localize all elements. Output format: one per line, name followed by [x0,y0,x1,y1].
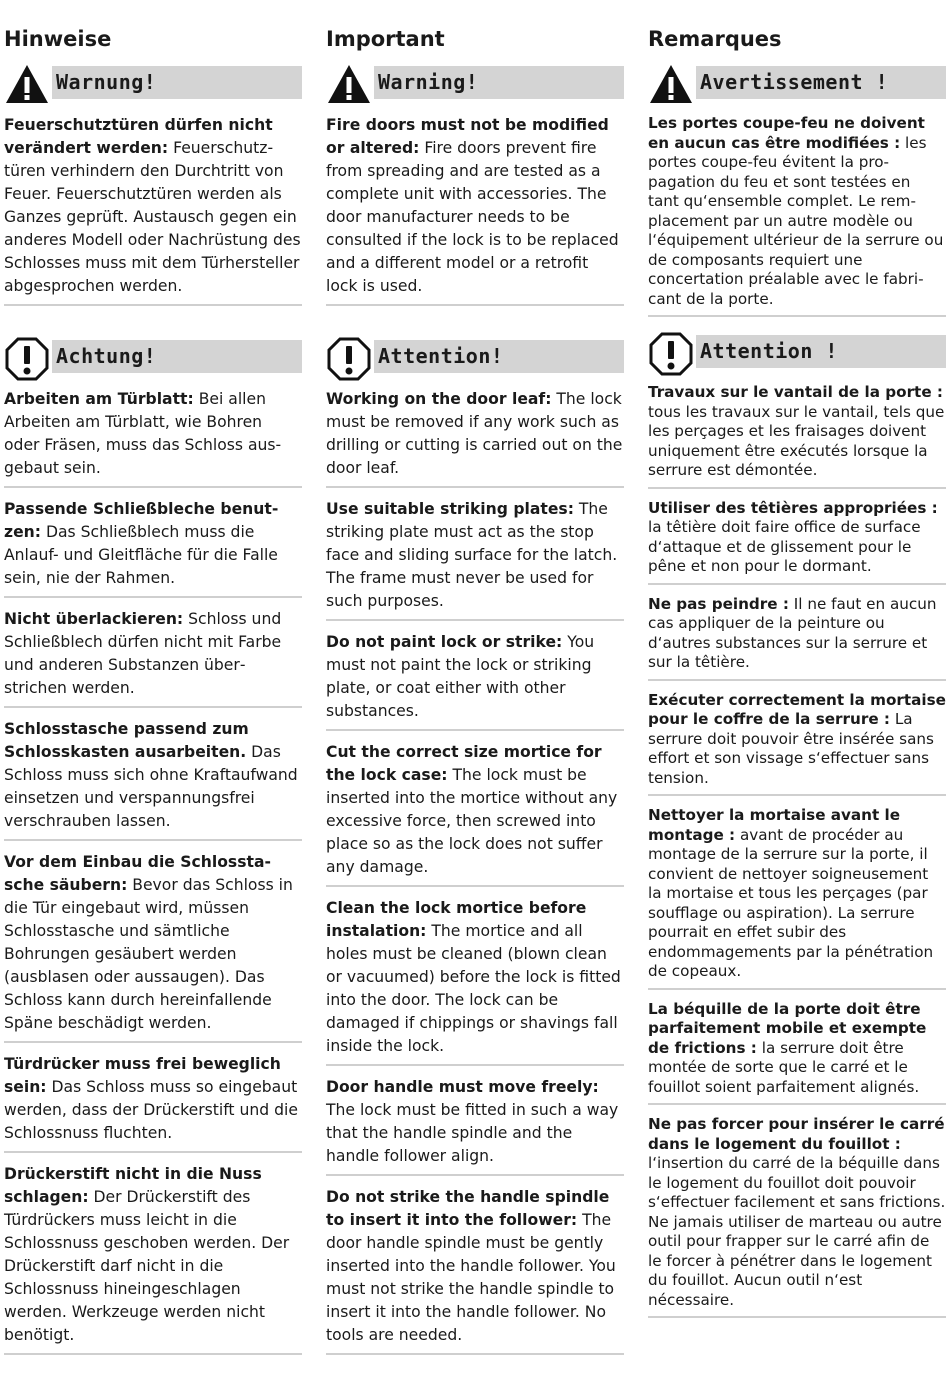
notice-item-title: Ne pas peindre : [648,594,789,613]
exclamation-octagon-icon [4,336,52,382]
section-gap [326,316,624,336]
notice-item-title: Cut the correct size mortice for the lock case: [326,743,602,784]
notice-item [4,1163,302,1355]
notice-item [326,741,624,887]
notice-item-text: avant de procéder au montage de la serrure sur la porte, il convient de nettoyer soigneusement la mortaise et tous les perçages (par soufflage ou aspiration). La serrure pourrait en effet subir des endommagements par la pénétration de copeaux. [648,825,934,980]
notice-item-text: The striking plate must act as the stop face and sliding surface for the latch. The frame must never be used for such purposes. [326,500,618,610]
notice-item-title: Feuerschutztüren dürfen nicht verändert werden: [4,116,273,157]
notice-item [648,806,946,990]
column-heading: Hinweise [4,27,112,51]
notice-item-title: La béquille de la porte doit être parfaitement mobile et exempte de frictions : [648,999,927,1057]
notice-item-title: Nicht überlackieren: [4,610,184,628]
notice-item [4,114,302,306]
notice-item-title: Exécuter correctement la mortaise pour le coffre de la serrure : [648,690,946,728]
column-de [4,26,302,1365]
warning-banner [648,62,946,108]
attention-label: Attention! [378,344,504,368]
notice-item-text: The mortice and all holes must be cleaned (blown clean or vacuumed) before the lock is fitted into the door. The lock can be damaged if chippings or shavings fall inside the lock. [326,922,621,1055]
notice-item-title: Use suitable striking plates: [326,500,574,518]
notice-item-title: Clean the lock mortice before instalation: [326,899,587,940]
notice-item [326,1076,624,1176]
notice-item-text: La serrure doit pouvoir être insérée sans effort et son vissage s‘effectuer sans tension. [648,710,934,787]
notice-item-title: Do not strike the handle spindle to insert it into the follower: [326,1188,610,1229]
attention-label: Attention ! [700,339,838,363]
notice-item-text: Das Schließblech muss die Anlauf- und Gleitfläche für die Falle sein, nie der Rahmen. [4,523,278,587]
notice-item [648,1115,946,1318]
notice-item-text: Schloss und Schließblech dürfen nicht mit Farbe und anderen Substanzen überstrichen werden. [4,610,282,697]
notice-item [4,718,302,841]
column-heading: Remarques [648,27,782,51]
notice-item-text: The lock must be removed if any work such as drilling or cutting is carried out on the door leaf. [326,390,623,477]
notice-item [326,388,624,488]
notice-item-text: The lock must be inserted into the mortice without any excessive force, then screwed into place so as the lock does not suffer any damage. [326,766,618,876]
notice-item-text: Der Drückerstift des Türdrückers muss leicht in die Schlossnuss geschoben werden. Der Drückerstift darf nicht in die Schlossnuss hineingeschlagen werden. Werkzeuge werden nicht benötigt. [4,1188,290,1344]
notice-item-text: Das Schloss muss sich ohne Kraftaufwand einsetzen und verspannungsfrei verschrauben lassen. [4,743,298,830]
notice-item [648,499,946,585]
column-fr [648,26,946,1328]
attention-banner [326,336,624,382]
warning-triangle-icon [648,62,696,108]
notice-item [648,595,946,681]
notice-item-text: la têtière doit faire office de surface d‘attaque et de glissement pour le pêne et non pour le dormant. [648,518,921,575]
notice-item-text: l‘insertion du carré de la béquille dans le logement du fouillot doit pouvoir s‘effectuer facilement et sans frictions. Ne jamais utiliser de marteau ou autre outil pour frapper sur le carré afin de le forcer à pénétrer dans le logement du fouillot. Aucun outil n‘est nécessaire. [648,1154,946,1309]
notice-item [4,1053,302,1153]
warning-triangle-icon [4,62,52,108]
notice-item [648,691,946,797]
notice-item-title: Travaux sur le vantail de la porte : [648,383,943,401]
notice-item [4,851,302,1043]
notice-item-text: Das Schloss muss so eingebaut werden, dass der Drückerstift und die Schlossnuss fluchten. [4,1078,298,1142]
notice-item-title: Ne pas forcer pour insérer le carré dans le logement du fouillot : [648,1115,945,1153]
notice-item-text: Bei allen Arbeiten am Türblatt, wie Bohren oder Fräsen, muss das Schloss ausgebaut sein. [4,390,282,477]
notice-item-title: Fire doors must not be modified or altered: [326,116,609,157]
notice-item-title: Vor dem Einbau die Schlosstasche säubern: [4,853,271,894]
notice-item-title: Passende Schließbleche benutzen: [4,500,279,541]
notice-item-title: Do not paint lock or strike: [326,633,563,651]
notice-item [326,1186,624,1355]
notice-item-title: Les portes coupe-feu ne doivent en aucun cas être modifiées : [648,114,925,152]
notice-item-title: Nettoyer la mortaise avant le montage : [648,806,901,844]
exclamation-octagon-icon [648,331,696,377]
notice-item-text: The door handle spindle must be gently inserted into the handle follower. You must not strike the handle spindle to insert it into the handle follower. No tools are needed. [326,1211,616,1344]
notice-item-title: Door handle must move freely: [326,1078,599,1096]
notice-item [326,897,624,1066]
notice-item [4,498,302,598]
notice-item [4,388,302,488]
warning-banner [326,62,624,108]
notice-item-title: Utiliser des têtières appropriées : [648,498,938,517]
notice-item-text: Fire doors prevent fire from spreading and are tested as a complete unit with accessories. The door manufacturer needs to be consulted if the lock is to be replaced and a different model or a retrofit lock is used. [326,139,619,295]
warning-label: Avertissement ! [700,70,889,94]
warning-triangle-icon [326,62,374,108]
notice-item [648,1000,946,1106]
notice-item-text: The lock must be fitted in such a way that the handle spindle and the handle follower align. [326,1101,619,1165]
warning-label: Warnung! [56,70,157,94]
notice-item-text: You must not paint the lock or striking plate, or coat either with other substances. [326,633,595,720]
notice-item-text: Bevor das Schloss in die Tür eingebaut wird, müssen Schlosstasche und sämtliche Bohrungen gesäubert werden (ausblasen oder aussaugen). Das Schloss kann durch hereinfallende Späne beschädigt werden. [4,876,293,1032]
notice-item-title: Schlosstasche passend zum Schlosskasten ausarbeiten. [4,720,249,761]
notice-item [648,114,946,317]
notice-item-text: la serrure doit être montée de sorte que le carré et le fouillot soient parfaitement alignés. [648,1038,920,1096]
notice-item-text: Il ne faut en aucun cas appliquer de la peinture ou d‘autres substances sur la serrure et sur la têtière. [648,594,937,671]
attention-label: Achtung! [56,344,157,368]
attention-banner [4,336,302,382]
notice-item [326,631,624,731]
warning-label: Warning! [378,70,479,94]
notice-item [326,114,624,306]
notice-item-text: Feuerschutztüren verhindern den Durchtritt von Feuer. Feuerschutztüren werden als Ganzes geprüft. Austausch gegen ein anderes Modell oder Nachrüstung des Schlosses muss mit dem Türhersteller abgesprochen werden. [4,139,301,295]
attention-banner [648,331,946,377]
notice-item [326,498,624,621]
notice-item-title: Türdrücker muss frei beweglich sein: [4,1055,281,1096]
exclamation-octagon-icon [326,336,374,382]
warning-banner [4,62,302,108]
notice-item [4,608,302,708]
notice-item [648,383,946,489]
column-en [326,26,624,1365]
notice-item-title: Arbeiten am Türblatt: [4,390,194,408]
notice-item-title: Drückerstift nicht in die Nuss schlagen: [4,1165,262,1206]
section-gap [4,316,302,336]
notice-item-text: les portes coupe-feu évitent la propagation du feu et sont testées en tant qu‘ensemble complet. Le remplacement par un autre modèle ou l‘équipement ultérieur de la serrure ou de composants requiert une concertation préalable avec le fabricant de la porte. [648,133,944,308]
notice-item-title: Working on the door leaf: [326,390,552,408]
column-heading: Important [326,27,445,51]
notice-item-text: tous les travaux sur le vantail, tels que les perçages et les fraisages doivent uniquement être exécutés lorsque la serrure est démontée. [648,402,945,479]
